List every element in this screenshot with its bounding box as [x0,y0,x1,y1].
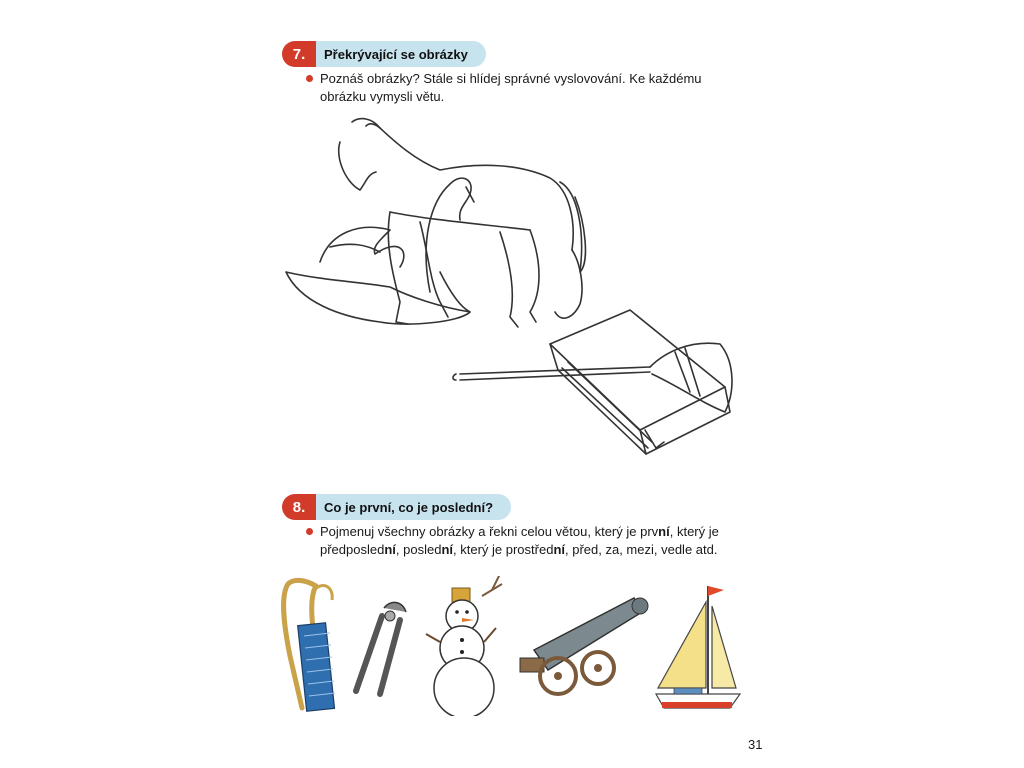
exercise-7-instruction [320,70,740,106]
ordered-pictures-row [272,576,742,716]
overlapping-pictures [280,112,750,462]
bullet-icon [306,528,313,535]
instruction-fragment: ní [553,542,565,557]
sailboat-picture [656,586,740,708]
exercise-7-title: Překrývající se obrázky [316,41,486,67]
instruction-fragment: , před, za, mezi, vedle atd. [565,542,718,557]
exercise-8-title: Co je první, co je poslední? [316,494,511,520]
bullet-icon [306,75,313,82]
instruction-fragment: ní [658,524,670,539]
exercise-8-header [282,494,511,520]
exercise-8-number: 8. [282,494,316,520]
snowman-picture [426,576,502,716]
sled-picture [284,580,335,711]
book-drawing [550,310,730,454]
instruction-fragment: ní [384,542,396,557]
exercise-7-number: 7. [282,41,316,67]
swan-drawing [286,178,474,324]
exercise-8-instruction [320,523,740,559]
exercise-8-instruction-text [320,524,719,557]
exercise-7-header [282,41,486,67]
pincers-picture [356,602,406,694]
instruction-fragment: , který je prostřed [453,542,554,557]
instruction-fragment: , který je předposled [320,524,719,557]
instruction-fragment: Pojmenuj všechny obrázky a řekni celou větou, který je prv [320,524,659,539]
instruction-fragment: , posled [395,542,442,557]
broom-drawing [453,343,732,412]
horse-drawing [339,119,586,327]
page-number: 31 [748,737,763,752]
exercise-7-instruction-text: Poznáš obrázky? Stále si hlídej správné vyslovování. Ke každému obrázku vymysli větu. [320,71,702,104]
instruction-fragment: ní [441,542,453,557]
cannon-picture [520,598,648,694]
